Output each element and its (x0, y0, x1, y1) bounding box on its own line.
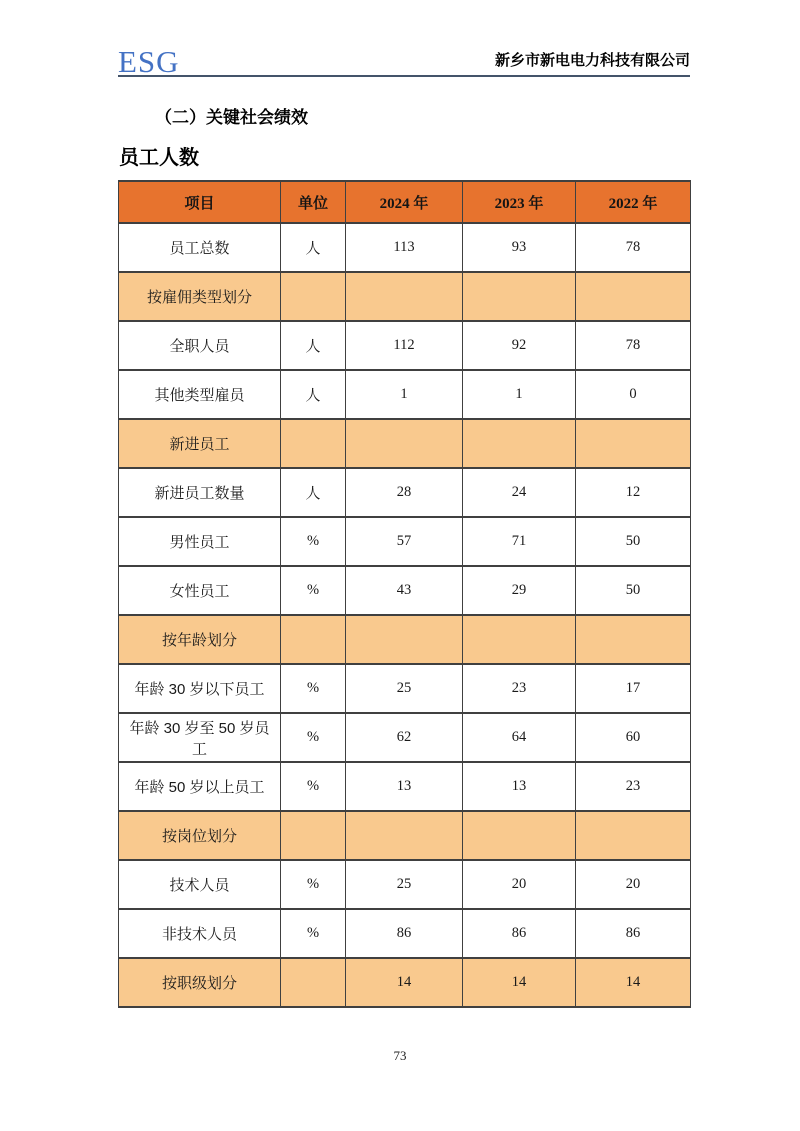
value-2024-cell: 86 (346, 909, 463, 958)
table-row (119, 468, 691, 517)
value-2022-cell: 50 (576, 517, 691, 566)
column-header-2024: 2024 年 (346, 181, 463, 223)
section-title: （二）关键社会绩效 (155, 108, 308, 127)
value-2022-cell: 14 (576, 958, 691, 1007)
unit-cell: % (281, 860, 346, 909)
value-2022-cell: 86 (576, 909, 691, 958)
unit-cell (281, 811, 346, 860)
value-2023-cell (463, 811, 576, 860)
page-number: 73 (393, 1048, 407, 1063)
value-2023-cell: 93 (463, 223, 576, 272)
unit-cell (281, 419, 346, 468)
unit-cell: 人 (281, 370, 346, 419)
value-2024-cell: 62 (346, 713, 463, 762)
table-row (119, 762, 691, 811)
value-2022-cell (576, 419, 691, 468)
value-2024-cell (346, 811, 463, 860)
esg-logo: ESG (118, 44, 180, 79)
value-2023-cell: 20 (463, 860, 576, 909)
column-header-item: 项目 (119, 181, 281, 223)
company-name: 新乡市新电电力科技有限公司 (494, 52, 690, 69)
value-2024-cell: 14 (346, 958, 463, 1007)
table-row (119, 370, 691, 419)
item-cell: 女性员工 (119, 566, 281, 615)
unit-cell (281, 615, 346, 664)
value-2022-cell: 60 (576, 713, 691, 762)
unit-cell (281, 958, 346, 1007)
employee-table-body (119, 223, 691, 1007)
value-2024-cell: 25 (346, 664, 463, 713)
value-2023-cell: 14 (463, 958, 576, 1007)
table-row (119, 909, 691, 958)
section-row (119, 272, 691, 321)
unit-cell: % (281, 664, 346, 713)
item-cell: 按雇佣类型划分 (119, 272, 281, 321)
item-cell: 员工总数 (119, 223, 281, 272)
item-cell: 年龄 30 岁以下员工 (119, 664, 281, 713)
value-2023-cell: 86 (463, 909, 576, 958)
value-2024-cell: 113 (346, 223, 463, 272)
section-row (119, 958, 691, 1007)
section-row (119, 811, 691, 860)
value-2022-cell: 17 (576, 664, 691, 713)
value-2023-cell: 23 (463, 664, 576, 713)
column-header-unit: 单位 (281, 181, 346, 223)
value-2023-cell: 71 (463, 517, 576, 566)
unit-cell: % (281, 909, 346, 958)
value-2022-cell: 20 (576, 860, 691, 909)
value-2024-cell: 43 (346, 566, 463, 615)
page-header (118, 46, 690, 77)
item-cell: 新进员工数量 (119, 468, 281, 517)
unit-cell: 人 (281, 223, 346, 272)
value-2024-cell: 1 (346, 370, 463, 419)
table-header-row (119, 181, 691, 223)
column-header-2023: 2023 年 (463, 181, 576, 223)
table-title: 员工人数 (119, 147, 199, 169)
value-2024-cell: 28 (346, 468, 463, 517)
item-cell: 技术人员 (119, 860, 281, 909)
item-cell: 年龄 50 岁以上员工 (119, 762, 281, 811)
employee-table (118, 180, 691, 1008)
value-2023-cell: 1 (463, 370, 576, 419)
item-cell: 按岗位划分 (119, 811, 281, 860)
value-2022-cell (576, 272, 691, 321)
value-2023-cell: 24 (463, 468, 576, 517)
unit-cell: % (281, 762, 346, 811)
value-2023-cell: 64 (463, 713, 576, 762)
value-2022-cell (576, 615, 691, 664)
table-row (119, 713, 691, 762)
table-row (119, 223, 691, 272)
item-cell: 其他类型雇员 (119, 370, 281, 419)
value-2022-cell: 0 (576, 370, 691, 419)
column-header-2022: 2022 年 (576, 181, 691, 223)
item-cell: 按职级划分 (119, 958, 281, 1007)
table-row (119, 517, 691, 566)
value-2022-cell: 50 (576, 566, 691, 615)
table-row (119, 664, 691, 713)
value-2022-cell: 78 (576, 223, 691, 272)
section-row (119, 615, 691, 664)
unit-cell: 人 (281, 321, 346, 370)
value-2023-cell (463, 272, 576, 321)
table-row (119, 566, 691, 615)
section-row (119, 419, 691, 468)
value-2023-cell (463, 615, 576, 664)
value-2022-cell (576, 811, 691, 860)
unit-cell (281, 272, 346, 321)
value-2024-cell: 13 (346, 762, 463, 811)
value-2023-cell: 13 (463, 762, 576, 811)
value-2024-cell: 25 (346, 860, 463, 909)
item-cell: 新进员工 (119, 419, 281, 468)
value-2024-cell: 57 (346, 517, 463, 566)
value-2024-cell (346, 272, 463, 321)
page-footer (0, 1048, 800, 1064)
value-2023-cell: 92 (463, 321, 576, 370)
value-2023-cell: 29 (463, 566, 576, 615)
unit-cell: % (281, 517, 346, 566)
unit-cell: % (281, 713, 346, 762)
item-cell: 年龄 30 岁至 50 岁员工 (119, 713, 281, 762)
value-2024-cell (346, 419, 463, 468)
table-row (119, 321, 691, 370)
item-cell: 非技术人员 (119, 909, 281, 958)
value-2024-cell: 112 (346, 321, 463, 370)
unit-cell: 人 (281, 468, 346, 517)
value-2024-cell (346, 615, 463, 664)
value-2022-cell: 78 (576, 321, 691, 370)
table-row (119, 860, 691, 909)
unit-cell: % (281, 566, 346, 615)
item-cell: 男性员工 (119, 517, 281, 566)
item-cell: 按年龄划分 (119, 615, 281, 664)
value-2023-cell (463, 419, 576, 468)
item-cell: 全职人员 (119, 321, 281, 370)
value-2022-cell: 23 (576, 762, 691, 811)
value-2022-cell: 12 (576, 468, 691, 517)
